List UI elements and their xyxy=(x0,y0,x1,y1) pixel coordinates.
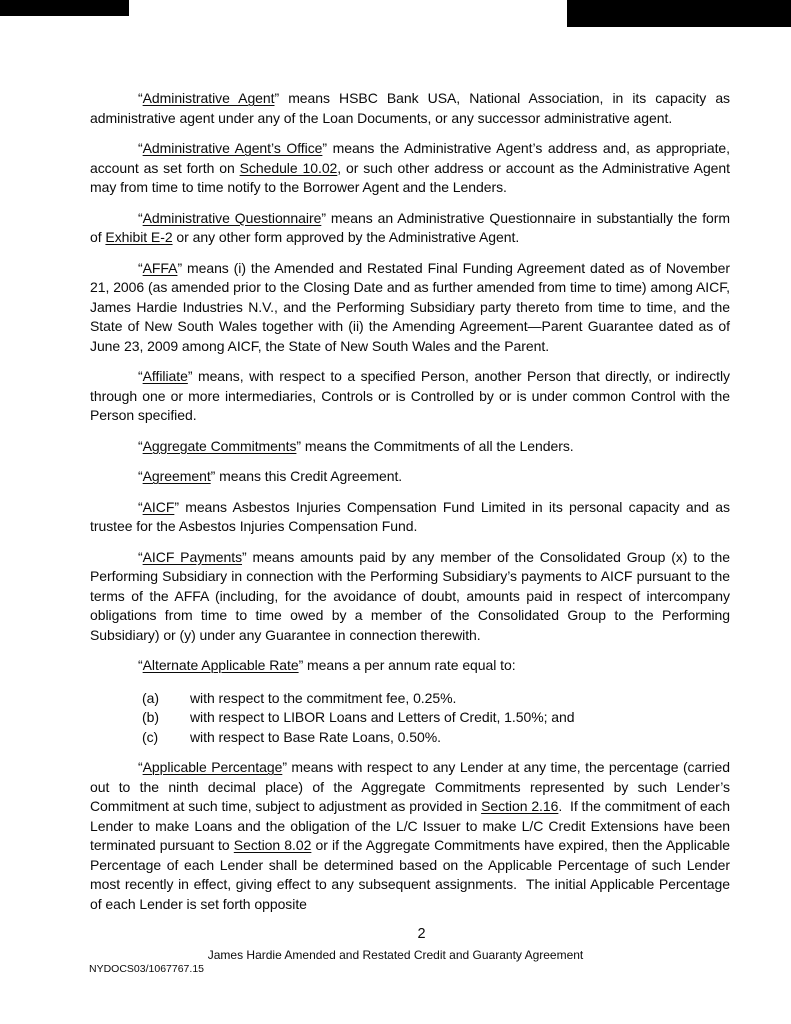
paragraph-text: ” means Asbestos Injuries Compensation Fund Limited in its personal capacity and as trustee for the Asbestos Injuries Compensation Fund. xyxy=(90,498,730,534)
paragraph-text: ” means a per annum rate equal to: xyxy=(298,657,516,673)
paragraph-text: “ xyxy=(138,657,143,673)
definition-paragraph xyxy=(90,367,730,426)
defined-term: Exhibit E-2 xyxy=(105,229,173,245)
paragraph-text: “ xyxy=(138,468,143,484)
paragraph-text: ” means the Commitments of all the Lenders. xyxy=(296,437,574,454)
list-item-marker: (c) xyxy=(142,728,159,745)
document-control-number: NYDOCS03/1067767.15 xyxy=(89,963,204,975)
paragraph-text: “ xyxy=(138,259,143,276)
paragraph-text: “ xyxy=(138,368,143,384)
paragraph-text: ” means an Administrative Questionnaire in substantially the form of xyxy=(90,209,730,245)
paragraph-text: , or such other address or account as the Administrative Agent may from time to time notify to the Borrower Agent and the Lenders. xyxy=(90,159,730,195)
definition-list xyxy=(90,689,730,748)
defined-term: AICF xyxy=(142,498,175,515)
defined-term: Applicable Percentage xyxy=(142,759,283,775)
defined-term: Section 8.02 xyxy=(233,837,312,853)
defined-term: AFFA xyxy=(142,259,178,276)
paragraph-text: “ xyxy=(138,209,143,226)
footer-document-title: James Hardie Amended and Restated Credit and Guaranty Agreement xyxy=(207,948,584,962)
scan-artifact-top-right xyxy=(567,0,791,27)
list-item-text: with respect to LIBOR Loans and Letters of Credit, 1.50%; and xyxy=(190,709,575,725)
paragraph-text: or if the Aggregate Commitments have expired, then the Applicable Percentage of each Lender shall be determined based on the Applicable Percentage of such Lender most recently in effect, giving effect to any subsequent assignments. The initial Applicable Percentage of each Lender is set forth opposite xyxy=(90,837,730,912)
definition-paragraph xyxy=(90,498,730,537)
definition-paragraph xyxy=(90,656,730,676)
list-item-text: with respect to Base Rate Loans, 0.50%. xyxy=(190,728,441,745)
defined-term: Aggregate Commitments xyxy=(142,437,297,454)
defined-term: Affiliate xyxy=(142,368,188,384)
defined-term: Administrative Questionnaire xyxy=(142,209,322,226)
defined-term: Administrative Agent xyxy=(142,90,275,106)
definition-paragraph xyxy=(90,467,730,487)
paragraph-text: ” means the Administrative Agent’s address and, as appropriate, account as set forth on xyxy=(90,140,730,176)
list-item xyxy=(90,708,730,728)
paragraph-text: “ xyxy=(138,140,143,156)
definition-paragraph xyxy=(90,548,730,646)
list-item-text: with respect to the commitment fee, 0.25%. xyxy=(190,689,457,706)
defined-term: AICF Payments xyxy=(142,548,243,565)
list-item xyxy=(90,689,730,709)
defined-term: Section 2.16 xyxy=(481,798,559,814)
list-item xyxy=(90,728,730,748)
paragraph-text: “ xyxy=(138,90,143,106)
definition-paragraph xyxy=(90,437,730,457)
definition-paragraph xyxy=(90,139,730,198)
paragraph-text: ” means, with respect to a specified Person, another Person that directly, or indirectly through one or more intermediaries, Controls or is Controlled by or is under common Control with the Person specified. xyxy=(90,368,730,423)
definition-paragraph xyxy=(90,209,730,248)
paragraph-text: ” means HSBC Bank USA, National Association, in its capacity as administrative agent under any of the Loan Documents, or any successor administrative agent. xyxy=(90,90,731,126)
paragraph-text: ” means amounts paid by any member of the Consolidated Group (x) to the Performing Subsidiary in connection with the Performing Subsidiary’s payments to AICF pursuant to the terms of the AFFA (including, for the avoidance of doubt, amounts paid in respect of intercompany obligations from time to time owed by a member of the Consolidated Group to the Performing Subsidiary) or (y) under any Guarantee in connection therewith. xyxy=(90,548,730,643)
scan-artifact-top-left xyxy=(0,0,129,16)
list-item-marker: (a) xyxy=(142,689,159,706)
paragraph-text: ” means with respect to any Lender at any time, the percentage (carried out to the ninth decimal place) of the Aggregate Commitments represented by such Lender’s Commitment at such time, subject to adjustment as provided in xyxy=(90,759,730,814)
definition-paragraph xyxy=(90,89,730,128)
page-number: 2 xyxy=(417,926,426,942)
defined-term: Alternate Applicable Rate xyxy=(142,657,299,673)
paragraph-text: ” means this Credit Agreement. xyxy=(210,468,403,484)
definition-paragraph xyxy=(90,758,730,914)
paragraph-text: ” means (i) the Amended and Restated Final Funding Agreement dated as of November 21, 2006 (as amended prior to the Closing Date and as further amended from time to time) among AICF, James Hardie Industries N.V., and the Performing Subsidiary party thereto from time to time, and the State of New South Wales together with (ii) the Amending Agreement—Parent Guarantee dated as of June 23, 2009 among AICF, the State of New South Wales and the Parent. xyxy=(90,259,730,354)
list-item-marker: (b) xyxy=(142,709,159,725)
paragraph-text: “ xyxy=(138,498,143,515)
definition-paragraph xyxy=(90,259,730,357)
paragraph-text: “ xyxy=(138,548,143,565)
paragraph-text: “ xyxy=(138,759,143,775)
paragraph-text: “ xyxy=(138,437,143,454)
defined-term: Administrative Agent’s Office xyxy=(142,140,323,156)
document-body xyxy=(90,89,730,914)
defined-term: Schedule 10.02 xyxy=(239,159,338,176)
paragraph-text: or any other form approved by the Administrative Agent. xyxy=(172,229,520,245)
defined-term: Agreement xyxy=(142,468,211,484)
paragraph-text: . If the commitment of each Lender to make Loans and the obligation of the L/C Issuer to make L/C Credit Extensions have been terminated pursuant to xyxy=(90,798,730,853)
